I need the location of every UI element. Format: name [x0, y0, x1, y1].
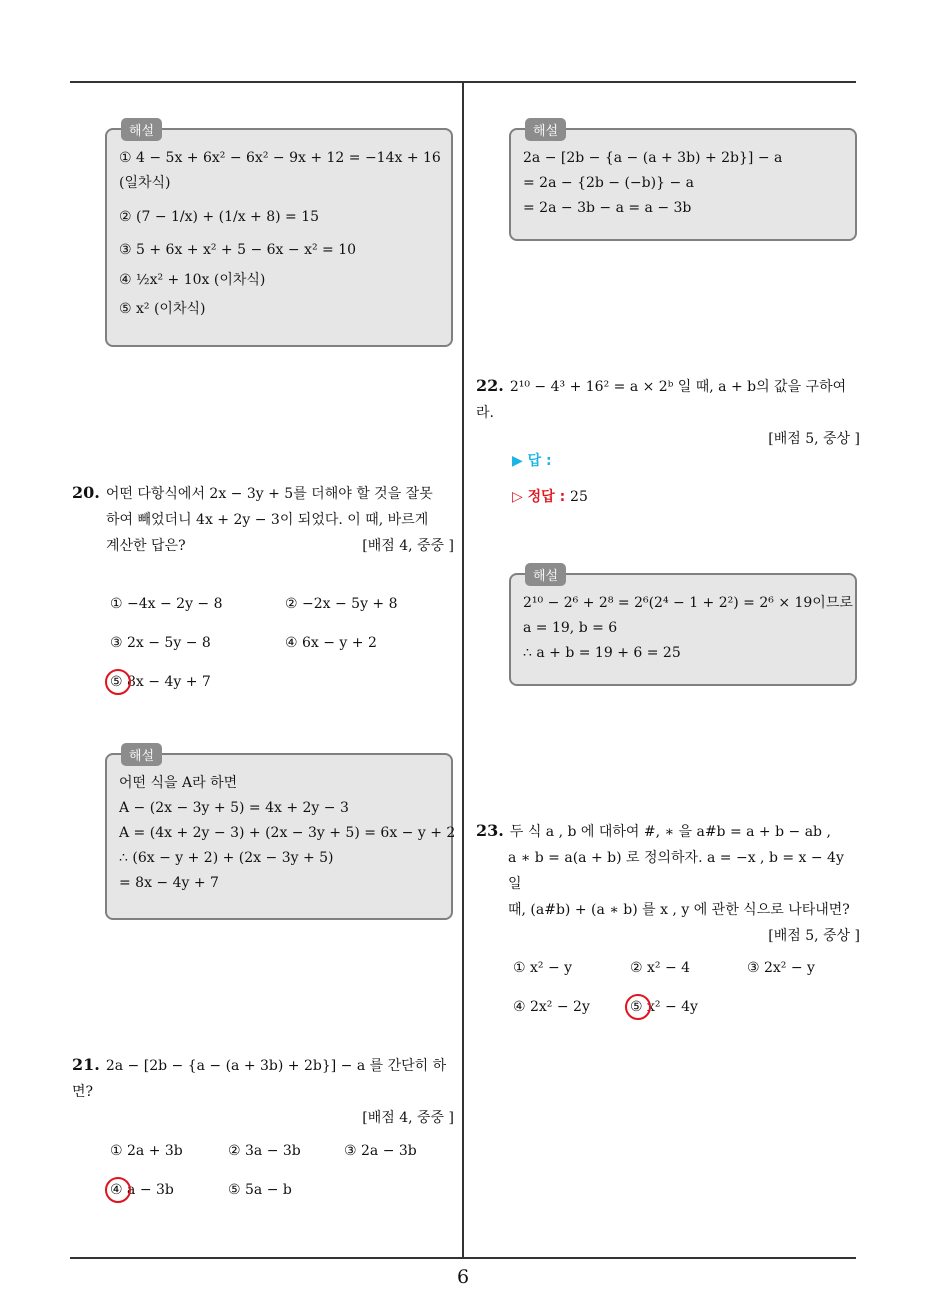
question-text-line: 두 식 a , b 에 대하여 #, ∗ 을 a#b = a + b − ab ,	[509, 824, 831, 840]
column-divider	[462, 82, 464, 1258]
option-5[interactable]	[630, 999, 698, 1015]
solution-tab: 해설	[525, 563, 566, 586]
score-meta: [배점 4, 중중 ]	[362, 1110, 454, 1126]
solution-line: 어떤 식을 A라 하면	[119, 775, 238, 791]
solution-box-21	[509, 124, 857, 241]
question-21	[72, 1052, 454, 1131]
solution-tab: 해설	[121, 743, 162, 766]
solution-line: 2¹⁰ − 2⁶ + 2⁸ = 2⁶(2⁴ − 1 + 2²) = 2⁶ × 19이므로	[523, 595, 853, 611]
option-2[interactable]: ② 3a − 3b	[228, 1143, 301, 1159]
question-text-line: 어떤 다항식에서 2x − 3y + 5를 더해야 할 것을 잘못	[105, 486, 433, 502]
solution-line: = 2a − 3b − a = a − 3b	[523, 200, 692, 216]
question-text	[72, 1052, 454, 1105]
option-4[interactable]: ④ 6x − y + 2	[285, 635, 377, 651]
solution-line: A − (2x − 3y + 5) = 4x + 2y − 3	[119, 800, 349, 816]
correct-answer-value: 25	[570, 489, 588, 505]
option-4[interactable]: ④ 2x² − 2y	[513, 999, 590, 1015]
solution-line: (일차식)	[119, 175, 171, 191]
question-text-line: 계산한 답은?	[106, 538, 186, 554]
option-4[interactable]	[110, 1182, 174, 1198]
solution-box-19	[105, 124, 453, 347]
question-23	[476, 818, 860, 949]
score-meta: [배점 5, 중상 ]	[768, 928, 860, 944]
question-text	[476, 373, 860, 426]
solution-line: ① 4 − 5x + 6x² − 6x² − 9x + 12 = −14x + 16	[119, 150, 441, 166]
question-text-line: 하여 빼었더니 4x + 2y − 3이 되었다. 이 때, 바르게	[106, 512, 429, 528]
score-meta: [배점 5, 중상 ]	[768, 431, 860, 447]
option-1[interactable]: ① 2a + 3b	[110, 1143, 183, 1159]
selected-answer-mark: ⑤	[110, 674, 123, 690]
bottom-rule	[70, 1257, 856, 1259]
solution-line: = 8x − 4y + 7	[119, 875, 219, 891]
option-5[interactable]	[110, 674, 211, 690]
question-text-line: 2a − [2b − {a − (a + 3b) + 2b}] − a 를 간단히 하면?	[72, 1058, 447, 1100]
solution-tab: 해설	[121, 118, 162, 141]
solution-line: 2a − [2b − {a − (a + 3b) + 2b}] − a	[523, 150, 783, 166]
solution-line: ② (7 − 1/x) + (1/x + 8) = 15	[119, 209, 320, 225]
solution-tab: 해설	[525, 118, 566, 141]
selected-answer-mark: ⑤	[630, 999, 643, 1015]
option-1[interactable]: ① x² − y	[513, 960, 573, 976]
solution-line: ③ 5 + 6x + x² + 5 − 6x − x² = 10	[119, 242, 357, 258]
solution-line: ⑤ x² (이차식)	[119, 301, 206, 317]
question-number: 20.	[72, 483, 100, 502]
solution-line: ∴ (6x − y + 2) + (2x − 3y + 5)	[119, 850, 334, 866]
solution-line: a = 19, b = 6	[523, 620, 618, 636]
option-5[interactable]: ⑤ 5a − b	[228, 1182, 292, 1198]
solution-box-22	[509, 569, 857, 686]
question-text	[476, 818, 860, 845]
option-text: x² − 4y	[647, 999, 698, 1015]
score-meta: [배점 4, 중중 ]	[362, 538, 454, 554]
solution-line: ④ ½x² + 10x (이차식)	[119, 272, 266, 288]
solution-line: ∴ a + b = 19 + 6 = 25	[523, 645, 681, 661]
option-text: a − 3b	[127, 1182, 174, 1198]
question-22	[476, 373, 860, 452]
question-text-line: 2¹⁰ − 4³ + 16² = a × 2ᵇ 일 때, a + b의 값을 구하여라.	[476, 379, 847, 421]
option-3[interactable]: ③ 2a − 3b	[344, 1143, 417, 1159]
question-text-row	[72, 533, 454, 559]
page-number: 6	[456, 1266, 470, 1288]
correct-answer	[512, 486, 588, 506]
solution-box-20	[105, 749, 456, 920]
question-number: 21.	[72, 1055, 100, 1074]
question-text-line: a ∗ b = a(a + b) 로 정의하자. a = −x , b = x − 4y 일	[508, 850, 844, 892]
option-3[interactable]: ③ 2x − 5y − 8	[110, 635, 211, 651]
question-number: 22.	[476, 376, 504, 395]
solution-line: = 2a − {2b − (−b)} − a	[523, 175, 694, 191]
option-3[interactable]: ③ 2x² − y	[747, 960, 815, 976]
answer-field-label[interactable]: ▶ 답 :	[512, 453, 552, 469]
correct-answer-label: ▷ 정답 :	[512, 489, 566, 505]
question-number: 23.	[476, 821, 504, 840]
selected-answer-mark: ④	[110, 1182, 123, 1198]
question-20	[72, 480, 454, 559]
question-text	[72, 480, 454, 507]
option-2[interactable]: ② x² − 4	[630, 960, 691, 976]
question-text-line: 때, (a#b) + (a ∗ b) 를 x , y 에 관한 식으로 나타내면?	[508, 902, 850, 918]
solution-line: A = (4x + 2y − 3) + (2x − 3y + 5) = 6x − y + 2	[119, 825, 456, 841]
option-1[interactable]: ① −4x − 2y − 8	[110, 596, 223, 612]
option-2[interactable]: ② −2x − 5y + 8	[285, 596, 398, 612]
option-text: 8x − 4y + 7	[127, 674, 211, 690]
